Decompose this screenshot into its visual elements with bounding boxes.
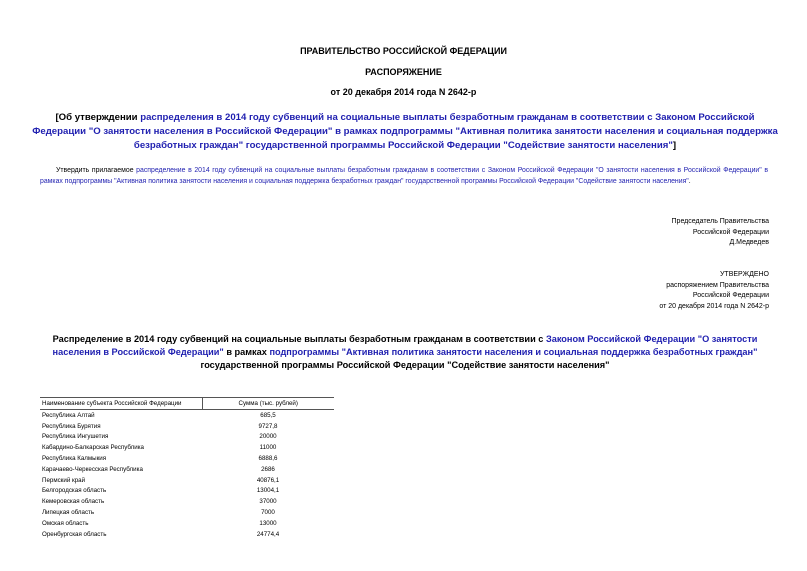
sum-cell: 13004,1 — [256, 487, 280, 495]
region-cell: Кабардино-Балкарская Республика — [42, 444, 144, 452]
distribution-title — [30, 333, 780, 372]
sum-cell: 7000 — [261, 509, 275, 517]
sum-cell: 11000 — [259, 444, 277, 452]
region-cell: Республика Калмыкия — [42, 455, 107, 463]
sum-cell: 6888,6 — [258, 455, 278, 463]
title2-part-2: в рамках — [223, 347, 270, 357]
approved-line-1: УТВЕРЖДЕНО — [719, 271, 769, 278]
sum-cell: 9727,8 — [258, 422, 278, 430]
table-row — [40, 464, 334, 475]
approved-line-2: распоряжением Правительства — [666, 281, 769, 289]
region-cell: Карачаево-Черкесская Республика — [42, 465, 143, 473]
table-row — [40, 421, 334, 432]
sum-cell: 2686 — [261, 465, 275, 473]
table-header-row — [40, 398, 334, 410]
signature-line-2: Российской Федерации — [692, 228, 769, 236]
approved-line-3: Российской Федерации — [692, 292, 769, 299]
sum-cell: 20000 — [259, 433, 277, 441]
region-cell: Липецкая область — [42, 509, 95, 517]
title2-subprogram-link[interactable]: подпрограммы "Активная политика занятости населения и социальная поддержка безработных граждан" — [269, 347, 758, 357]
table-row — [40, 475, 334, 486]
column-header-sum: Сумма (тыс. рублей) — [202, 398, 334, 410]
signature-line-3: Д.Медведев — [729, 239, 769, 246]
title2-part-1: Распределение в 2014 году субвенций на социальные выплаты безработным гражданам в соответствии с — [52, 334, 546, 344]
table-row — [40, 486, 334, 497]
region-cell: Омская область — [42, 519, 89, 527]
approved-block — [659, 270, 769, 312]
body-prefix: Утвердить прилагаемое — [56, 167, 137, 174]
sum-cell: 685,5 — [260, 411, 276, 419]
title-link[interactable]: распределения в 2014 году субвенций на социальные выплаты безработным гражданам в соответствии с Законом Российской Федерации "О занятости населения в Российской Федерации" в рамках подпрограммы "Активная политика занятости населения и социальная поддержка безработных граждан" государственной программы Российской Федерации "Содействие занятости населения" — [32, 112, 778, 151]
region-cell: Республика Ингушетия — [42, 433, 109, 441]
table-row — [40, 432, 334, 443]
doc-date-number: от 20 декабря 2014 года N 2642-р — [330, 87, 477, 97]
signature-block — [672, 217, 769, 249]
region-cell: Республика Алтай — [42, 411, 95, 419]
title2-law-link[interactable]: Законом Российской Федерации "О занятости населения в Российской Федерации" — [52, 334, 758, 357]
column-header-region: Наименование субъекта Российской Федерации — [40, 398, 202, 410]
region-cell: Белгородская область — [42, 487, 107, 495]
sum-cell: 24774,4 — [256, 530, 280, 538]
document-title — [30, 111, 780, 153]
sum-cell: 37000 — [259, 498, 277, 506]
table-row — [40, 410, 334, 421]
sum-cell: 13000 — [259, 519, 277, 527]
region-cell: Республика Бурятия — [42, 422, 101, 430]
body-link[interactable]: распределение в 2014 году субвенций на социальные выплаты безработным гражданам в соответствии с Законом Российской Федерации "О занятости населения в Российской Федерации" в рамках подпрограммы "Активная политика занятости населения и социальная поддержка безработных граждан" государственной программы Российской Федерации "Содействие занятости населения" — [40, 167, 768, 185]
body-paragraph — [40, 166, 768, 187]
table-row — [40, 518, 334, 529]
table-row — [40, 442, 334, 453]
title-prefix: [Об утверждении — [55, 112, 141, 123]
region-cell: Кемеровская область — [42, 498, 105, 506]
region-cell: Оренбургская область — [42, 530, 107, 538]
table-row — [40, 496, 334, 507]
government-heading: ПРАВИТЕЛЬСТВО РОССИЙСКОЙ ФЕДЕРАЦИИ — [300, 46, 507, 56]
region-cell: Пермский край — [42, 476, 86, 484]
body-suffix: . — [688, 177, 691, 185]
title2-part-3: государственной программы Российской Федерации "Содействие занятости населения" — [200, 360, 610, 370]
title-suffix: ] — [672, 140, 677, 151]
signature-line-1: Председатель Правительства — [671, 218, 769, 225]
table-row — [40, 453, 334, 464]
distribution-table — [40, 397, 334, 540]
sum-cell: 40876,1 — [256, 476, 280, 484]
doc-type-heading: РАСПОРЯЖЕНИЕ — [365, 67, 442, 77]
table-row — [40, 507, 334, 518]
table-row — [40, 529, 334, 540]
approved-line-4: от 20 декабря 2014 года N 2642-р — [659, 302, 769, 310]
